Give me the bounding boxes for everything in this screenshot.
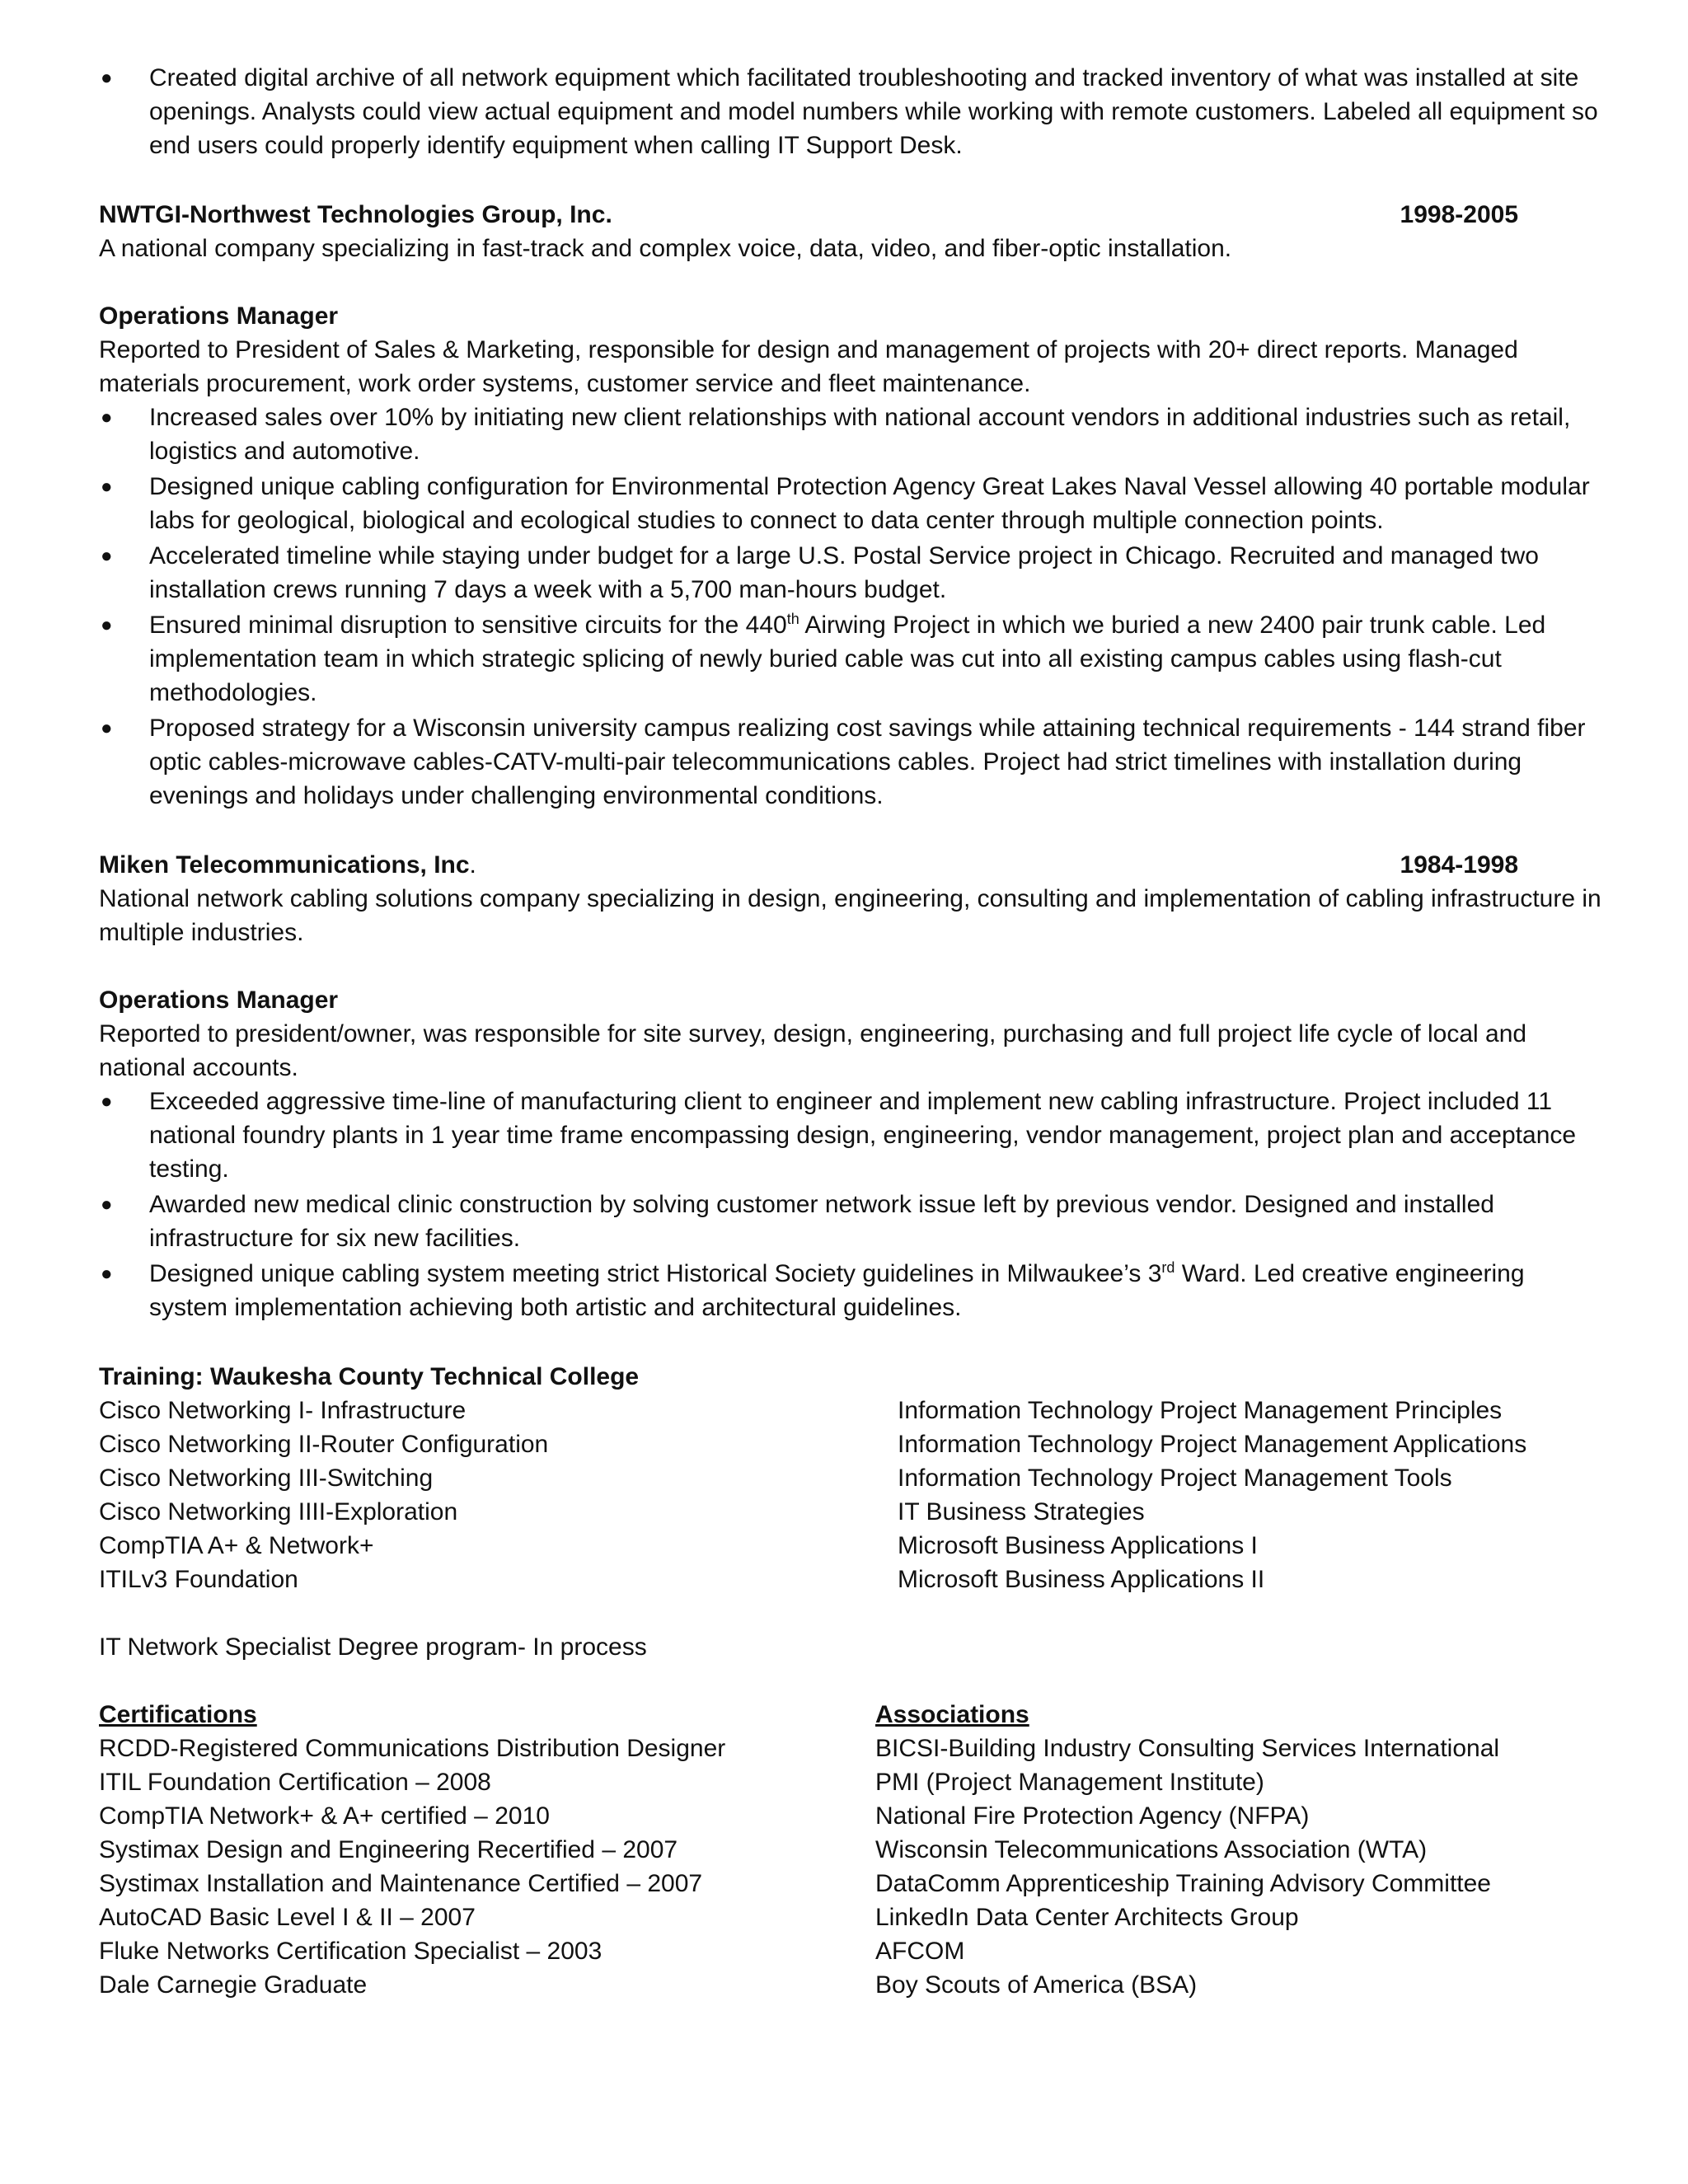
job-summary: Reported to president/owner, was responsible for site survey, design, engineering, purchasing and full project life cycle of local and national accounts. [99,1020,1527,1081]
bullet-text: Awarded new medical clinic construction by solving customer network issue left by previous vendor. Designed and installed infrastructure for six new facilities. [149,1191,1494,1252]
training-course: Microsoft Business Applications I [898,1532,1258,1559]
bullet-item [99,1188,1607,1255]
training-course: Information Technology Project Management Principles [898,1397,1503,1424]
intro-bullet-list [99,61,1607,162]
certification-item: AutoCAD Basic Level I & II – 2007 [99,1904,476,1931]
company-years: 1984-1998 [1400,851,1518,879]
certifications-column [99,1698,875,2002]
bullet-text: Designed unique cabling configuration for Environmental Protection Agency Great Lakes Naval Vessel allowing 40 portable modular labs for geological, biological and ecological studies to connect to data center through multiple connection points. [149,473,1590,534]
ordinal-suffix: rd [1161,1259,1175,1276]
job-title: Operations Manager [99,987,339,1014]
bullet-text: Increased sales over 10% by initiating new client relationships with national account vendors in additional industries such as retail, logistics and automotive. [149,404,1571,465]
certification-item: RCDD-Registered Communications Distribution Designer [99,1735,726,1762]
training-left-column [99,1394,898,1596]
bullet-text-part: Designed unique cabling system meeting strict Historical Society guidelines in Milwaukee’s 3 [149,1260,1162,1287]
bullet-text [149,612,1545,706]
training-course: CompTIA A+ & Network+ [99,1532,374,1559]
training-heading: Training: Waukesha County Technical College [99,1363,640,1390]
association-item: AFCOM [875,1938,965,1965]
bullet-text [149,1260,1525,1321]
certifications-heading: Certifications [99,1701,257,1728]
bullet-icon: ● [101,476,113,498]
bullet-item [99,61,1607,162]
bullet-text-part: Airwing Project in which we buried a new 2400 pair trunk cable. Led implementation team in which strategic splicing of newly buried cable was cut into all existing campus cables using flash-cut methodologies. [149,612,1546,706]
training-course: ITILv3 Foundation [99,1566,298,1593]
training-course: Cisco Networking III-Switching [99,1465,434,1492]
bullet-text: Accelerated timeline while staying under budget for a large U.S. Postal Service project in Chicago. Recruited and managed two installation crews running 7 days a week with a 5,700 man-hours budget. [149,542,1539,603]
training-right-column [898,1394,1526,1596]
associations-column [875,1698,1499,2002]
bullet-text-part: Ward. Led creative engineering system implementation achieving both artistic and architectural guidelines. [149,1260,1525,1321]
bullet-icon: ● [101,717,113,739]
bullet-icon: ● [101,406,113,429]
ordinal-suffix: th [786,611,799,627]
job-title: Operations Manager [99,302,339,330]
bullet-item [99,1085,1607,1186]
certification-item: Dale Carnegie Graduate [99,1971,368,1999]
training-course: Cisco Networking I- Infrastructure [99,1397,467,1424]
association-item: PMI (Project Management Institute) [875,1769,1264,1796]
association-item: Boy Scouts of America (BSA) [875,1971,1198,1999]
bullet-item [99,608,1607,710]
training-course: Cisco Networking IIII-Exploration [99,1498,458,1526]
certification-item: Systimax Installation and Maintenance Certified – 2007 [99,1870,703,1897]
bullet-item [99,401,1607,468]
training-course: IT Business Strategies [898,1498,1145,1526]
bullet-icon: ● [101,1193,113,1216]
training-columns [99,1394,1607,1596]
certification-item: Systimax Design and Engineering Recertified – 2007 [99,1836,678,1863]
bullet-text: Created digital archive of all network equipment which facilitated troubleshooting and tracked inventory of what was installed at site openings. Analysts could view actual equipment and model numbers while working with remote customers. Labeled all equipment so end users could properly identify equipment when calling IT Support Desk. [149,64,1598,159]
bullet-icon: ● [101,67,113,89]
bullet-icon: ● [101,1263,113,1285]
association-item: Wisconsin Telecommunications Association (WTA) [875,1836,1428,1863]
certs-associations [99,1698,1607,2002]
certification-item: Fluke Networks Certification Specialist – 2003 [99,1938,603,1965]
company-years: 1998-2005 [1400,201,1518,228]
bullet-icon: ● [101,1090,113,1113]
company-name-suffix: . [469,851,476,879]
job-bullet-list [99,401,1607,813]
bullet-text-part: Ensured minimal disruption to sensitive circuits for the 440 [149,612,787,639]
training-course: Cisco Networking II-Router Configuration [99,1431,549,1458]
bullet-text: Exceeded aggressive time-line of manufacturing client to engineer and implement new cabling infrastructure. Project included 11 national foundry plants in 1 year time frame encompassing design, engineering, vendor management, project plan and acceptance testing. [149,1088,1577,1183]
job-bullet-list [99,1085,1607,1324]
job-miken [99,848,1607,1324]
company-row [99,848,1518,882]
bullet-item [99,539,1607,607]
resume-page [99,61,1607,2002]
job-summary: Reported to President of Sales & Marketing, responsible for design and management of projects with 20+ direct reports. Managed materials procurement, work order systems, customer service and fleet maintenance. [99,336,1518,397]
bullet-item [99,470,1607,537]
company-name: NWTGI-Northwest Technologies Group, Inc. [99,201,612,228]
training-section [99,1360,1607,1664]
degree-status: IT Network Specialist Degree program- In process [99,1633,647,1661]
bullet-icon: ● [101,545,113,567]
company-description: National network cabling solutions company specializing in design, engineering, consulting and implementation of cabling infrastructure in multiple industries. [99,885,1601,946]
bullet-icon: ● [101,614,113,636]
company-name-text: Miken Telecommunications, Inc [99,851,470,879]
company-name [99,848,476,882]
bullet-item [99,1257,1607,1324]
association-item: LinkedIn Data Center Architects Group [875,1904,1299,1931]
job-nwtgi [99,198,1607,813]
company-description: A national company specializing in fast-track and complex voice, data, video, and fiber-optic installation. [99,235,1232,262]
association-item: DataComm Apprenticeship Training Advisory Committee [875,1870,1491,1897]
training-course: Microsoft Business Applications II [898,1566,1265,1593]
certification-item: CompTIA Network+ & A+ certified – 2010 [99,1802,550,1830]
training-course: Information Technology Project Management Applications [898,1431,1527,1458]
bullet-item [99,711,1607,813]
training-course: Information Technology Project Management Tools [898,1465,1452,1492]
certification-item: ITIL Foundation Certification – 2008 [99,1769,491,1796]
bullet-text: Proposed strategy for a Wisconsin university campus realizing cost savings while attaining technical requirements - 144 strand fiber optic cables-microwave cables-CATV-multi-pair telecommunications cables. Project had strict timelines with installation during evenings and holidays under challenging environmental conditions. [149,715,1586,809]
associations-heading: Associations [875,1701,1029,1728]
company-row [99,198,1518,232]
association-item: National Fire Protection Agency (NFPA) [875,1802,1310,1830]
association-item: BICSI-Building Industry Consulting Services International [875,1735,1500,1762]
